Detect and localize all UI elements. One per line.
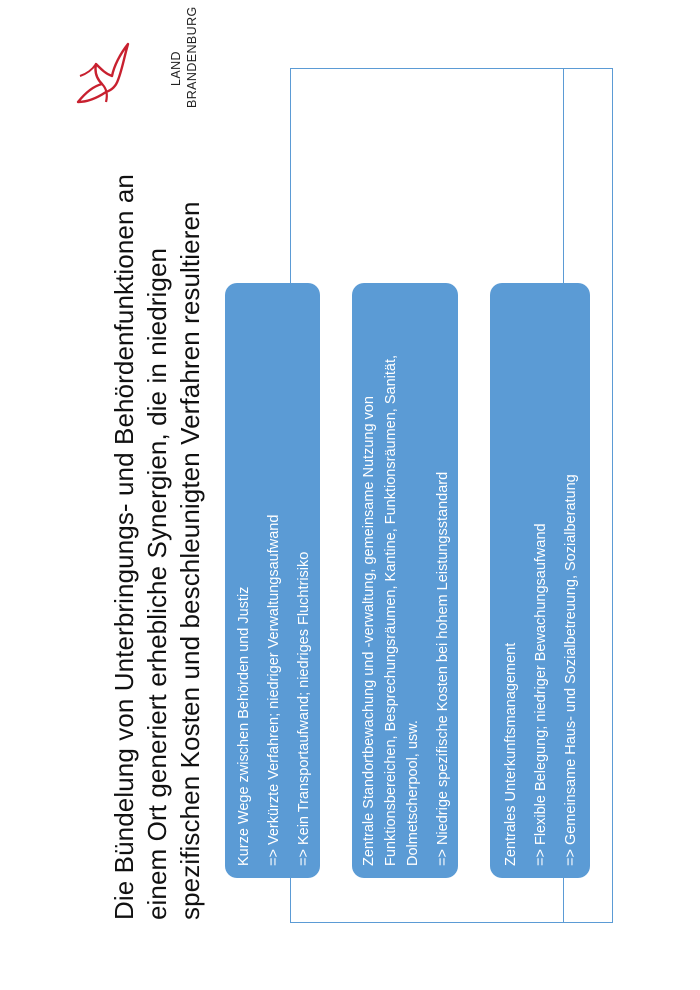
panel-2-line-2: => Niedrige spezifische Kosten bei hohem Leistungsstandard bbox=[435, 471, 451, 866]
info-panel-3 bbox=[490, 283, 590, 878]
logo-line-land: LAND bbox=[169, 51, 183, 86]
panel-2-line-1: Zentrale Standortbewachung und -verwaltung, gemeinsame Nutzung von Funktionsbereichen, Besprechungsräumen, Kantine, Funktionsräumen, Sanität, Dolmetscherpool, usw. bbox=[361, 354, 421, 866]
info-panel-1-text bbox=[233, 291, 313, 866]
panel-1-line-3: => Kein Transportaufwand; niedriges Fluchtrisiko bbox=[296, 551, 312, 866]
panel-1-line-2: => Verkürzte Verfahren; niedriger Verwaltungsaufwand bbox=[266, 514, 282, 866]
page-title: Die Bündelung von Unterbringungs- und Behördenfunktionen an einem Ort generiert erhebliche Synergien, die in niedrigen spezifischen Kosten und beschleunigten Verfahren resultieren bbox=[109, 174, 205, 920]
eagle-logo-icon bbox=[72, 40, 130, 110]
logo-wordmark bbox=[168, 8, 268, 108]
info-panel-2-text bbox=[358, 291, 454, 866]
land-brandenburg-logo bbox=[72, 6, 199, 110]
info-panel-3-text bbox=[500, 291, 590, 866]
panel-3-line-2: => Flexible Belegung; niedriger Bewachungsaufwand bbox=[533, 523, 549, 866]
panel-3-line-1: Zentrales Unterkunftsmanagement bbox=[503, 642, 519, 866]
logo-line-brandenburg: BRANDENBURG bbox=[185, 6, 199, 108]
title-block bbox=[108, 160, 218, 920]
info-panel-2 bbox=[352, 283, 458, 878]
panel-1-line-1: Kurze Wege zwischen Behörden und Justiz bbox=[236, 586, 252, 866]
panel-3-line-3: => Gemeinsame Haus- und Sozialbetreuung, Sozialberatung bbox=[563, 474, 579, 866]
info-panel-1 bbox=[225, 283, 320, 878]
